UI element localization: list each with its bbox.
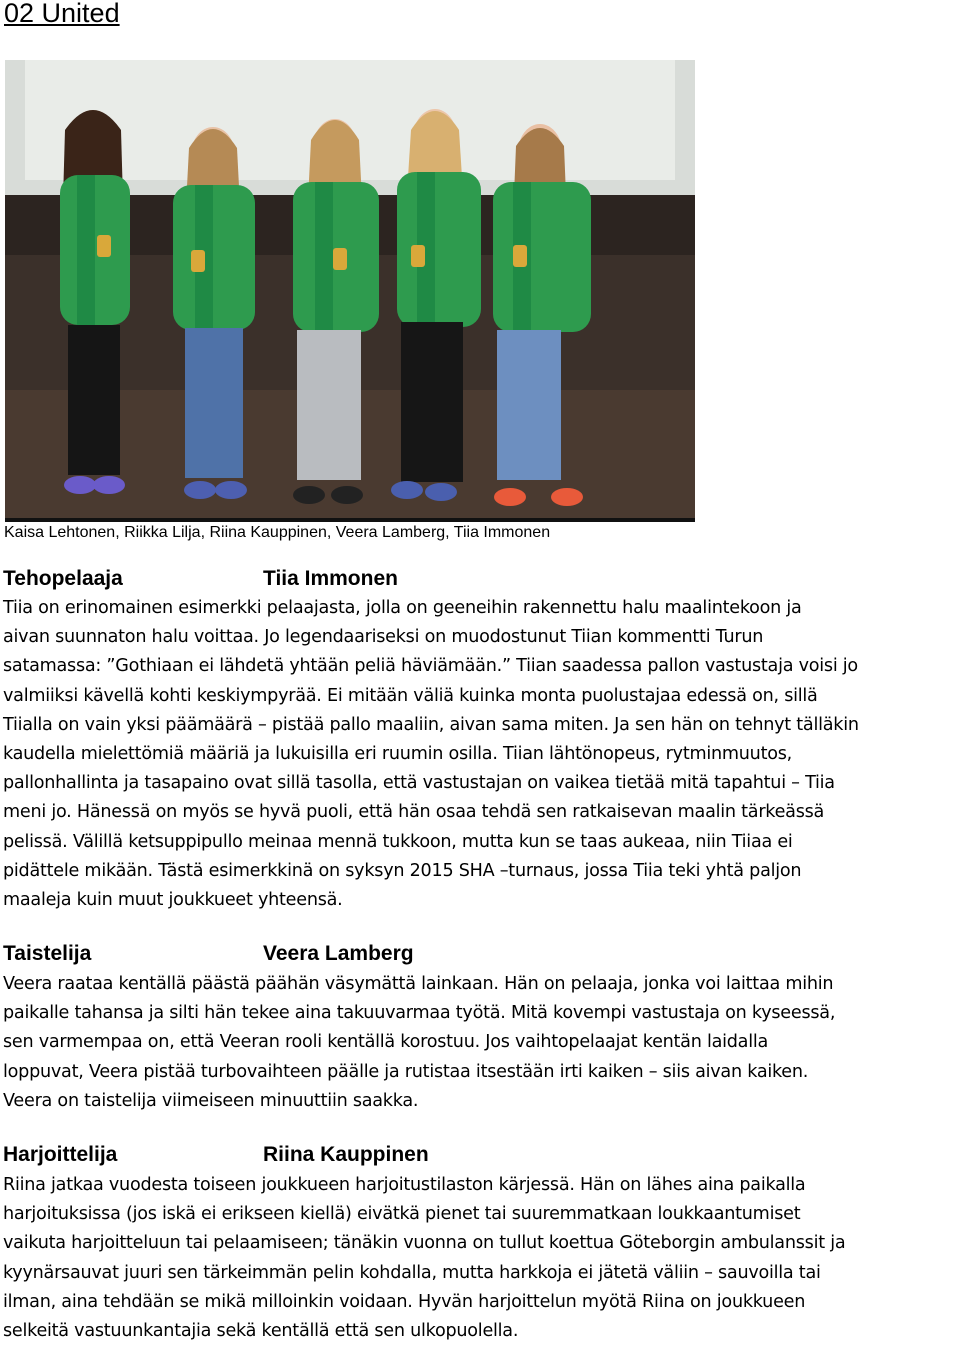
section-title-harjoittelija [3,1143,429,1167]
text-line: vaikuta harjoitteluun tai pelaamiseen; tänäkin vuonna on tullut koettua Göteborgin ambulanssit ja [3,1233,846,1254]
photo-caption: Kaisa Lehtonen, Riikka Lilja, Riina Kauppinen, Veera Lamberg, Tiia Immonen [4,524,551,541]
text-line: valmiiksi kävellä kohti keskiympyrää. Ei mitään väliä kuinka monta puolustajaa edessä on, sillä [3,685,818,706]
text-line: Veera raataa kentällä päästä päähän väsymättä lainkaan. Hän on pelaaja, jonka voi laittaa mihin [3,974,834,994]
photo-divider [5,518,695,522]
section-title-taistelija [3,942,414,966]
text-line: pidättele mikään. Tästä esimerkkinä on syksyn 2015 SHA –turnaus, jossa Tiia teki yhtä paljon [3,860,802,881]
text-line: kaudella mielettömiä määriä ja lukuisilla eri ruumin osilla. Tiian lähtönopeus, rytminmuutos, [3,744,792,765]
text-line: Riina jatkaa vuodesta toiseen joukkueen harjoitustilaston kärjessä. Hän on lähes aina paikalla [3,1175,806,1195]
text-line: sen varmempaa on, että Veeran rooli kentällä korostuu. Jos vaihtopelaajat kentän laidalla [3,1032,769,1053]
text-line: satamassa: ”Gothiaan ei lähdetä yhtään peliä häviämään.” Tiian saadessa pallon vastustaja voisi jo [3,656,858,677]
text-line: selkeitä vastuunkantajia sekä kentällä että sen ulkopuolella. [3,1321,519,1342]
award-role: Harjoittelija [3,1143,118,1166]
text-line: Veera on taistelija viimeiseen minuuttiin saakka. [3,1090,419,1111]
team-photo [5,60,695,518]
text-line: harjoituksissa (jos iskä ei erikseen kiellä) eivätkä pienet tai suuremmatkaan loukkaantumiset [3,1204,801,1225]
text-line: loppuvat, Veera pistää turbovaihteen päälle ja rutistaa itsestään irti kaiken – siis aivan kaiken. [3,1061,809,1082]
section-text-tehopelaaja [3,594,960,915]
player-figure [60,110,130,494]
award-role: Tehopelaaja [3,567,123,590]
text-line: paikalle tahansa ja silti hän tekee aina takuuvarmaa työtä. Mitä kovempi vastustaja on kyseessä, [3,1003,836,1024]
text-line: kyynärsauvat juuri sen tärkeimmän pelin kohdalla, mutta harkkoja ei jätetä väliin – sauvoilla tai [3,1262,821,1283]
text-line: meni jo. Hänessä on myös se hyvä puoli, että hän osaa tehdä sen ratkaisevan maalin tärkeässä [3,802,825,823]
page-heading: 02 United [4,0,120,28]
text-line: pelissä. Välillä ketsuppipullo meinaa mennä tukkoon, mutta kun se taas aukeaa, niin Tiiaa ei [3,831,793,852]
award-player-name: Riina Kauppinen [263,1143,429,1166]
section-text-harjoittelija [3,1171,960,1346]
award-player-name: Veera Lamberg [263,942,414,965]
section-title-tehopelaaja [3,567,398,591]
team-photo-illustration [5,60,695,518]
award-player-name: Tiia Immonen [263,567,398,590]
text-line: Tiia on erinomainen esimerkki pelaajasta, jolla on geeneihin rakennettu halu maalintekoon ja [3,598,802,618]
text-line: Tiialla on vain yksi päämäärä – pistää pallo maaliin, aivan sama miten. Ja sen hän on tehnyt tälläkin [3,714,859,735]
section-text-taistelija [3,970,960,1116]
text-line: aivan suunnaton halu voittaa. Jo legendaariseksi on muodostunut Tiian kommentti Turun [3,627,764,648]
text-line: maaleja kuin muut joukkueet yhteensä. [3,890,343,911]
text-line: pallonhallinta ja tasapaino ovat sillä tasolla, että vastustajan on vaikea tietää mitä tapahtui – Tiia [3,773,835,794]
award-role: Taistelija [3,942,92,965]
text-line: ilman, aina tehdään se mikä milloinkin voidaan. Hyvän harjoittelun myötä Riina on joukkueen [3,1291,806,1312]
